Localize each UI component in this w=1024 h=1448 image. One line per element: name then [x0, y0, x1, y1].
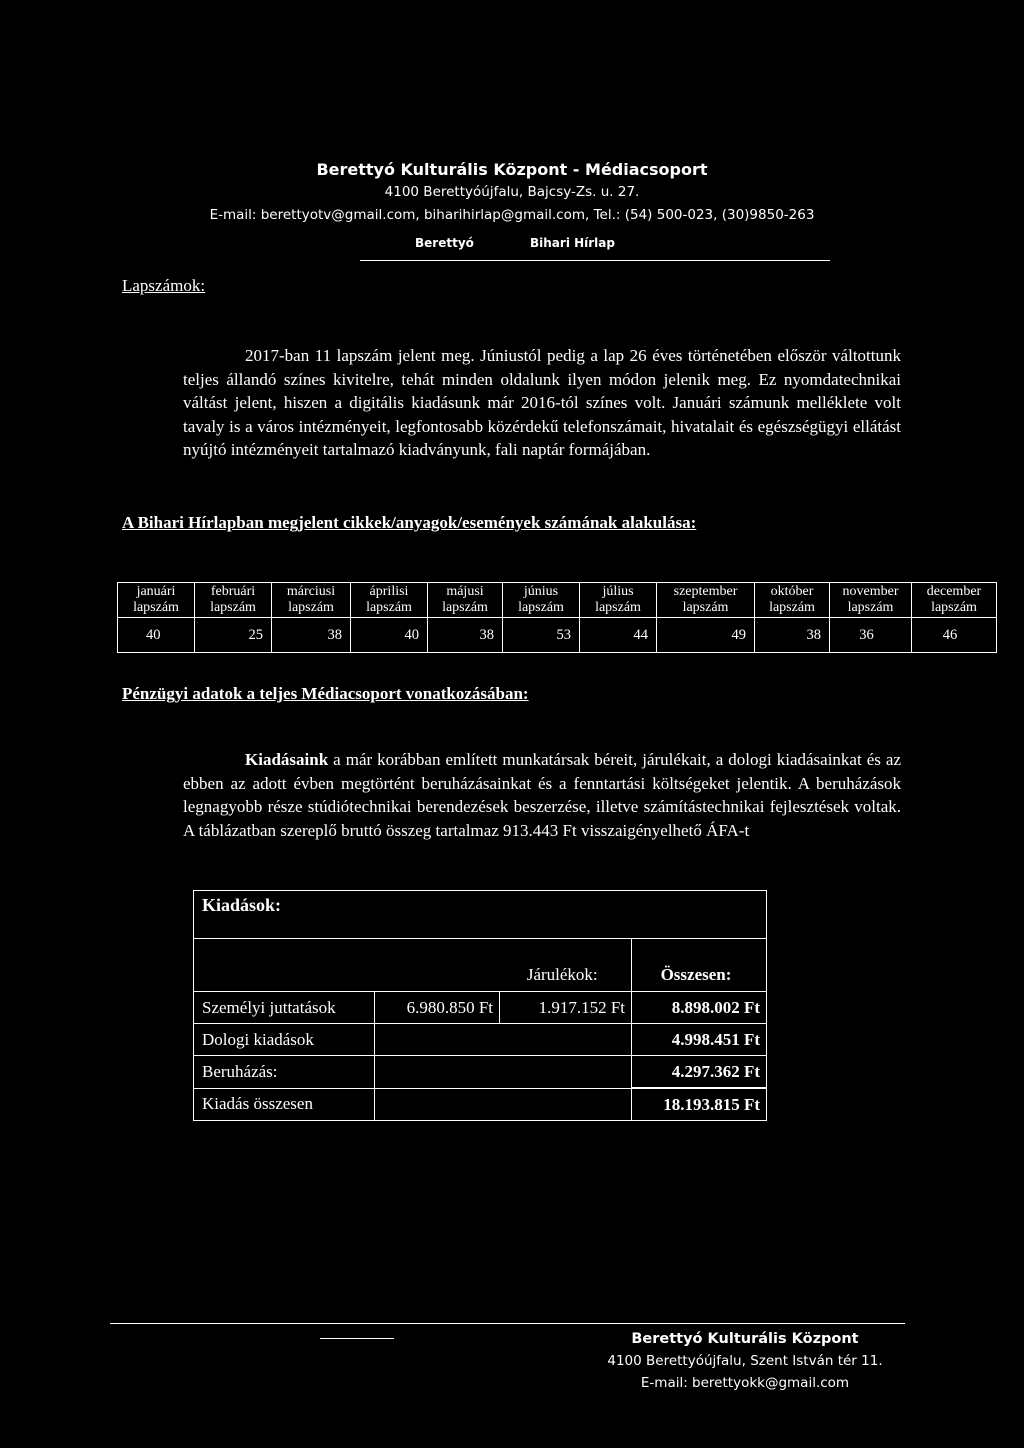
expenses-row — [194, 1088, 767, 1121]
footer-org-name: Berettyó Kulturális Központ — [631, 1331, 859, 1347]
paragraph-text: 2017-ban 11 lapszám jelent meg. Júniustól pedig a lap 26 éves történetében először váltottunk teljes állandó színes kivitelre, tehát minden oldalunk ilyen módon jelenik meg. Ez nyomdatechnikai váltást jelent, hiszen a digitális kiadásunk már 2016-tól színes volt. Januári számunk melléklete volt tavaly is a város intézményeit, legfontosabb közérdekű telefonszámait, hivatalait és egészségügyi ellátást nyújtó intézményeit tartalmazó kiadványunk, fali naptár formájában. — [183, 346, 901, 459]
issues-header-cell: június lapszám — [503, 583, 580, 618]
issues-value-cell: 53 — [503, 618, 580, 653]
footer-short-rule — [320, 1338, 394, 1339]
issues-value-cell: 38 — [755, 618, 830, 653]
issues-value-cell: 38 — [428, 618, 503, 653]
issues-header-cell: áprilisi lapszám — [351, 583, 428, 618]
bihari-hirlap-logo: Bihari Hírlap — [530, 236, 615, 250]
footer-address: 4100 Berettyóújfalu, Szent István tér 11. — [607, 1353, 883, 1369]
paragraph-kiadasok — [183, 748, 901, 842]
expenses-header-jarulek: Járulékok: — [500, 939, 632, 992]
expenses-header-row — [194, 939, 767, 992]
issues-header-cell: februári lapszám — [195, 583, 272, 618]
section-heading-bihari: A Bihari Hírlapban megjelent cikkek/anyagok/események számának alakulása: — [122, 513, 697, 532]
expenses-row — [194, 992, 767, 1024]
expenses-row-jarulek — [500, 1088, 632, 1121]
header-org-name: Berettyó Kulturális Központ - Médiacsoport — [316, 160, 708, 179]
footer-divider — [110, 1323, 905, 1324]
issues-value-row — [118, 618, 997, 653]
issues-value-cell: 44 — [580, 618, 657, 653]
expenses-row-amount — [375, 1088, 500, 1121]
issues-header-row — [118, 583, 997, 618]
expenses-row-jarulek — [500, 1024, 632, 1056]
berettyo-logo: Berettyó — [415, 236, 474, 250]
issues-value-cell: 25 — [195, 618, 272, 653]
header-contact: E-mail: berettyotv@gmail.com, biharihirlap@gmail.com, Tel.: (54) 500-023, (30)9850-263 — [209, 207, 815, 223]
expenses-title-row — [194, 891, 767, 939]
expenses-row-label: Kiadás összesen — [194, 1088, 375, 1121]
expenses-header-osszesen: Összesen: — [632, 939, 767, 992]
expenses-row — [194, 1056, 767, 1089]
section-heading-penzugyi: Pénzügyi adatok a teljes Médiacsoport vonatkozásában: — [122, 684, 529, 703]
expenses-row-jarulek — [500, 1056, 632, 1089]
issues-header-cell: szeptember lapszám — [657, 583, 755, 618]
expenses-row-amount — [375, 1024, 500, 1056]
issues-header-cell: október lapszám — [755, 583, 830, 618]
expenses-row-total: 8.898.002 Ft — [632, 992, 767, 1024]
paragraph-bold-lead: Kiadásaink — [245, 750, 329, 769]
section-heading-lapszamok: Lapszámok: — [122, 276, 206, 295]
issues-value-cell: 40 — [118, 618, 195, 653]
issues-header-cell: márciusi lapszám — [272, 583, 351, 618]
issues-value-cell: 49 — [657, 618, 755, 653]
expenses-row — [194, 1024, 767, 1056]
issues-value-cell: 38 — [272, 618, 351, 653]
issues-header-cell: július lapszám — [580, 583, 657, 618]
issues-table — [117, 582, 997, 653]
footer-email: E-mail: berettyokk@gmail.com — [640, 1375, 850, 1391]
paragraph-lapszamok — [183, 344, 901, 462]
expenses-row-total: 18.193.815 Ft — [632, 1088, 767, 1121]
expenses-header-empty — [194, 939, 375, 992]
expenses-row-amount — [375, 1056, 500, 1089]
header-address: 4100 Berettyóújfalu, Bajcsy-Zs. u. 27. — [384, 184, 640, 200]
issues-header-cell: november lapszám — [830, 583, 912, 618]
issues-value-cell: 36 — [830, 618, 912, 653]
paragraph-text: a már korábban említett munkatársak béreit, járulékait, a dologi kiadásainkat és az ebben az adott évben megtörtént beruházásainkat és a fenntartási költségeket jelentik. A beruházások legnagyobb része stúdiótechnikai berendezések beszerzése, illetve számítástechnikai fejlesztések voltak. A táblázatban szereplő bruttó összeg tartalmaz 913.443 Ft visszaigényelhető ÁFA-t — [183, 750, 901, 840]
expenses-row-total: 4.998.451 Ft — [632, 1024, 767, 1056]
expenses-row-label: Személyi juttatások — [194, 992, 375, 1024]
header-divider — [360, 260, 830, 261]
expenses-row-amount: 6.980.850 Ft — [375, 992, 500, 1024]
expenses-row-jarulek: 1.917.152 Ft — [500, 992, 632, 1024]
expenses-title: Kiadások: — [194, 891, 767, 939]
issues-header-cell: májusi lapszám — [428, 583, 503, 618]
issues-header-cell: december lapszám — [912, 583, 997, 618]
issues-value-cell: 46 — [912, 618, 997, 653]
expenses-header-empty — [375, 939, 500, 992]
expenses-row-label: Beruházás: — [194, 1056, 375, 1089]
issues-value-cell: 40 — [351, 618, 428, 653]
expenses-row-total: 4.297.362 Ft — [632, 1056, 767, 1089]
issues-header-cell: januári lapszám — [118, 583, 195, 618]
expenses-row-label: Dologi kiadások — [194, 1024, 375, 1056]
expenses-table — [193, 890, 767, 1121]
